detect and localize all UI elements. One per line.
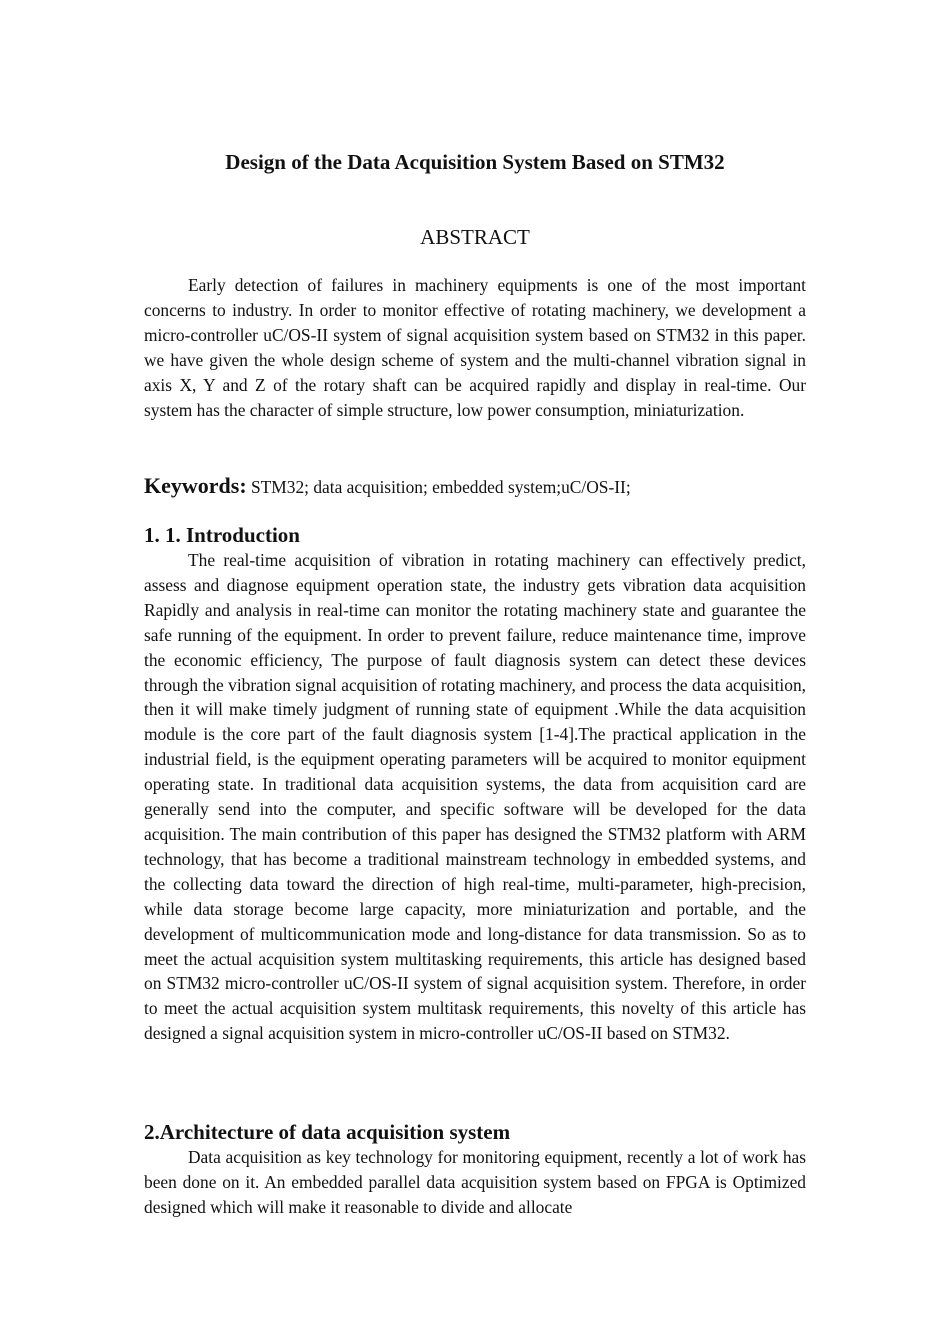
abstract-section [144, 273, 806, 422]
keywords-line [144, 472, 806, 501]
keywords-text: STM32; data acquisition; embedded system;uC/OS-II; [246, 477, 631, 497]
abstract-heading: ABSTRACT [420, 225, 530, 249]
section-heading: 2.Architecture of data acquisition system [144, 1120, 511, 1144]
section-text: Data acquisition as key technology for monitoring equipment, recently a lot of work has been done on it. An embedded parallel data acquisition system based on FPGA is Optimized designed which will make it reasonable to divide and allocate [144, 1147, 806, 1217]
paper-title: Design of the Data Acquisition System Based on STM32 [225, 150, 725, 174]
keywords-label: Keywords: [144, 473, 247, 498]
section-heading: 1. 1. Introduction [144, 523, 300, 547]
section-architecture [144, 1119, 806, 1220]
section-text: The real-time acquisition of vibration in rotating machinery can effectively predict, assess and diagnose equipment operation state, the industry gets vibration data acquisition Rapidly and analysis in real-time can monitor the rotating machinery state and guarantee the safe running of the equipment. In order to prevent failure, reduce maintenance time, improve the economic efficiency, The purpose of fault diagnosis system can detect these devices through the vibration signal acquisition of rotating machinery, and process the data acquisition, then it will make timely judgment of running state of equipment .While the data acquisition module is the core part of the fault diagnosis system [1-4].The practical application in the industrial field, is the equipment operating parameters will be acquired to monitor equipment operating state. In traditional data acquisition systems, the data from acquisition card are generally send into the computer, and specific software will be developed for the data acquisition. The main contribution of this paper has designed the STM32 platform with ARM technology, that has become a traditional mainstream technology in embedded systems, and the collecting data toward the direction of high real-time, multi-parameter, high-precision, while data storage become large capacity, more miniaturization and portable, and the development of multicommunication mode and long-distance for data transmission. So as to meet the actual acquisition system multitasking requirements, this article has designed based on STM32 micro-controller uC/OS-II system of signal acquisition system. Therefore, in order to meet the actual acquisition system multitask requirements, this novelty of this article has designed a signal acquisition system in micro-controller uC/OS-II based on STM32. [144, 550, 806, 1044]
section-introduction [144, 522, 806, 1046]
abstract-text: Early detection of failures in machinery equipments is one of the most important concerns to industry. In order to monitor effective of rotating machinery, we development a micro-controller uC/OS-II system of signal acquisition system based on STM32 in this paper. we have given the whole design scheme of system and the multi-channel vibration signal in axis X, Y and Z of the rotary shaft can be acquired rapidly and display in real-time. Our system has the character of simple structure, low power consumption, miniaturization. [144, 275, 806, 420]
